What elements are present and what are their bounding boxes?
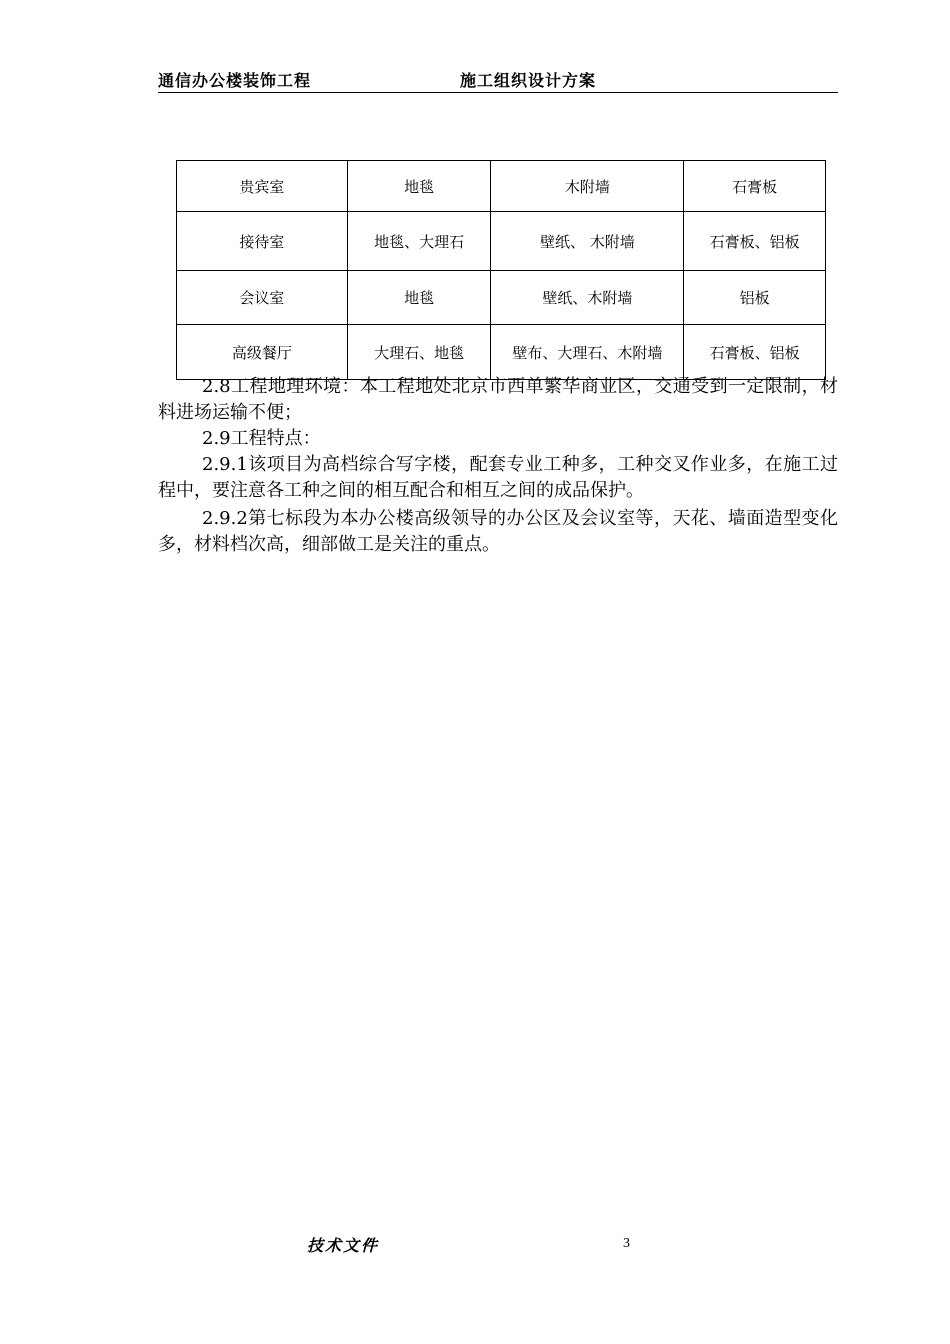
table-cell-ceiling: 铝板: [684, 271, 826, 325]
table-cell-wall: 壁纸、木附墙: [491, 271, 684, 325]
table-cell-room: 贵宾室: [177, 161, 348, 212]
table-cell-floor: 地毯: [347, 271, 491, 325]
table-row: [177, 161, 826, 212]
paragraph-features-heading: 2.9工程特点：: [202, 428, 321, 449]
paragraph-feature-1: 2.9.1该项目为高档综合写字楼，配套专业工种多，工种交叉作业多，在施工过程中，要注意各工种之间的相互配合和相互之间的成品保护。: [158, 454, 838, 501]
table-cell-floor: 大理石、地毯: [347, 325, 491, 380]
page-header: [158, 66, 838, 93]
table-cell-wall: 壁纸、 木附墙: [491, 212, 684, 271]
table-cell-ceiling: 石膏板、铝板: [684, 212, 826, 271]
table-cell-floor: 地毯、大理石: [347, 212, 491, 271]
table-cell-ceiling: 石膏板、铝板: [684, 325, 826, 380]
table-cell-room: 会议室: [177, 271, 348, 325]
table-row: [177, 212, 826, 271]
table-cell-ceiling: 石膏板: [684, 161, 826, 212]
paragraph-geography: 2.8工程地理环境：本工程地处北京市西单繁华商业区，交通受到一定限制，材料进场运输不便；: [158, 376, 838, 423]
table-cell-room: 接待室: [177, 212, 348, 271]
footer-label: 技术文件: [307, 1236, 380, 1255]
table-row: [177, 325, 826, 380]
page-number: 3: [623, 1236, 630, 1251]
table-cell-wall: 壁布、大理石、木附墙: [491, 325, 684, 380]
table-row: [177, 271, 826, 325]
paragraph-feature-2: 2.9.2第七标段为本办公楼高级领导的办公区及会议室等，天花、墙面造型变化多，材料档次高，细部做工是关注的重点。: [158, 508, 838, 555]
materials-table: [176, 160, 826, 380]
table-cell-wall: 木附墙: [491, 161, 684, 212]
header-project-name: 通信办公楼装饰工程: [158, 71, 312, 90]
header-document-title: 施工组织设计方案: [460, 71, 597, 90]
table-cell-room: 高级餐厅: [177, 325, 348, 380]
body-text: [158, 374, 838, 558]
table-cell-floor: 地毯: [347, 161, 491, 212]
